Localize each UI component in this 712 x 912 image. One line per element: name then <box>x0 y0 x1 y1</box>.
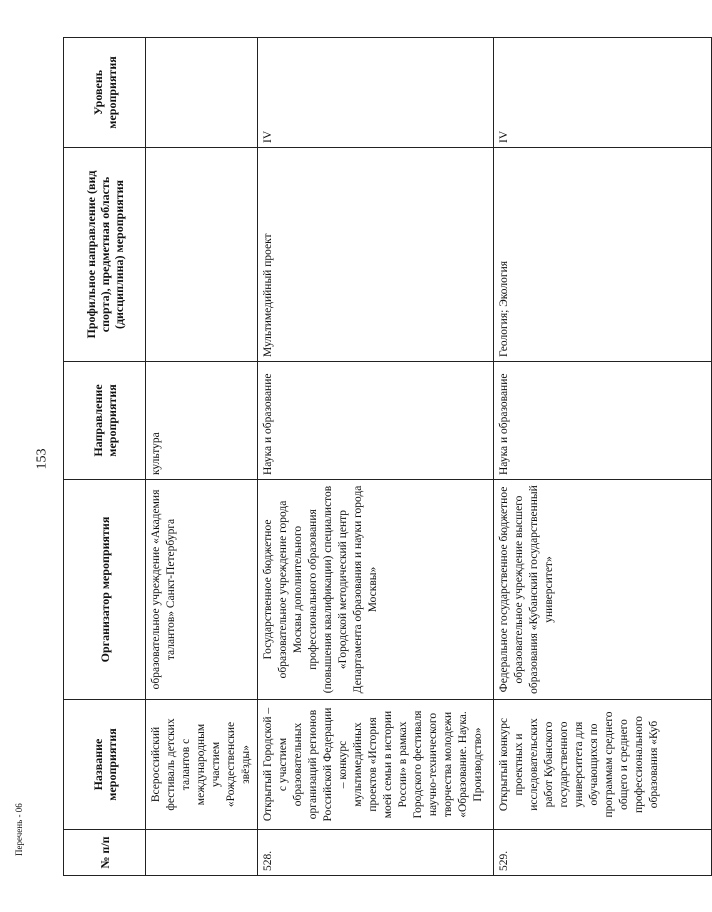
cell-number: 528. <box>258 830 494 876</box>
cell-organizer: Федеральное государственное бюджетное образовательное учреждение высшего образования «Кубанский государственный университет» <box>494 480 712 700</box>
cell-level: IV <box>494 38 712 148</box>
cell-profile: Мультимедийный проект <box>258 148 494 362</box>
header-profile: Профильное направление (вид спорта), предметная область (дисциплина) мероприятия <box>64 148 146 362</box>
cell-direction: Наука и образование <box>258 362 494 480</box>
cell-name: Открытый конкурс проектных и исследовательских работ Кубанского государственного университета для обучающихся по программам среднего общего и среднего профессионального образования «Куб <box>494 700 712 830</box>
cell-profile: Геология; Экология <box>494 148 712 362</box>
cell-name: Всероссийский фестиваль детских талантов с международным участием «Рождественские звёзды» <box>146 700 258 830</box>
cell-profile <box>146 148 258 362</box>
footer-note: Перечень - 06 <box>14 803 24 856</box>
cell-organizer: Государственное бюджетное образовательное учреждение города Москвы дополнительного профессионального образования (повышения квалификации) специалистов «Городской методический центр Департамента образования и науки города Москвы» <box>258 480 494 700</box>
cell-direction: Наука и образование <box>494 362 712 480</box>
cell-level <box>146 38 258 148</box>
header-name: Название мероприятия <box>64 700 146 830</box>
event-table-frame <box>63 38 660 876</box>
cell-direction: культура <box>146 362 258 480</box>
cell-level: IV <box>258 38 494 148</box>
event-table <box>63 37 712 876</box>
cell-organizer: образовательное учреждение «Академия талантов» Санкт-Петербурга <box>146 480 258 700</box>
cell-number: 529. <box>494 830 712 876</box>
table-row <box>494 38 712 876</box>
cell-name: Открытый Городской – с участием образовательных организаций регионов Российской Федерации – конкурс мультимедийных проектов «История моей семьи в истории России» в рамках Городского фестиваля научно-технического творчества молодежи «Образование. Наука. Производство» <box>258 700 494 830</box>
page-number: 153 <box>34 448 50 470</box>
table-row <box>146 38 258 876</box>
header-direction: Направление мероприятия <box>64 362 146 480</box>
header-level: Уровень мероприятия <box>64 38 146 148</box>
header-organizer: Организатор мероприятия <box>64 480 146 700</box>
header-number: № п/п <box>64 830 146 876</box>
table-header-row <box>64 38 146 876</box>
table-row <box>258 38 494 876</box>
cell-number <box>146 830 258 876</box>
